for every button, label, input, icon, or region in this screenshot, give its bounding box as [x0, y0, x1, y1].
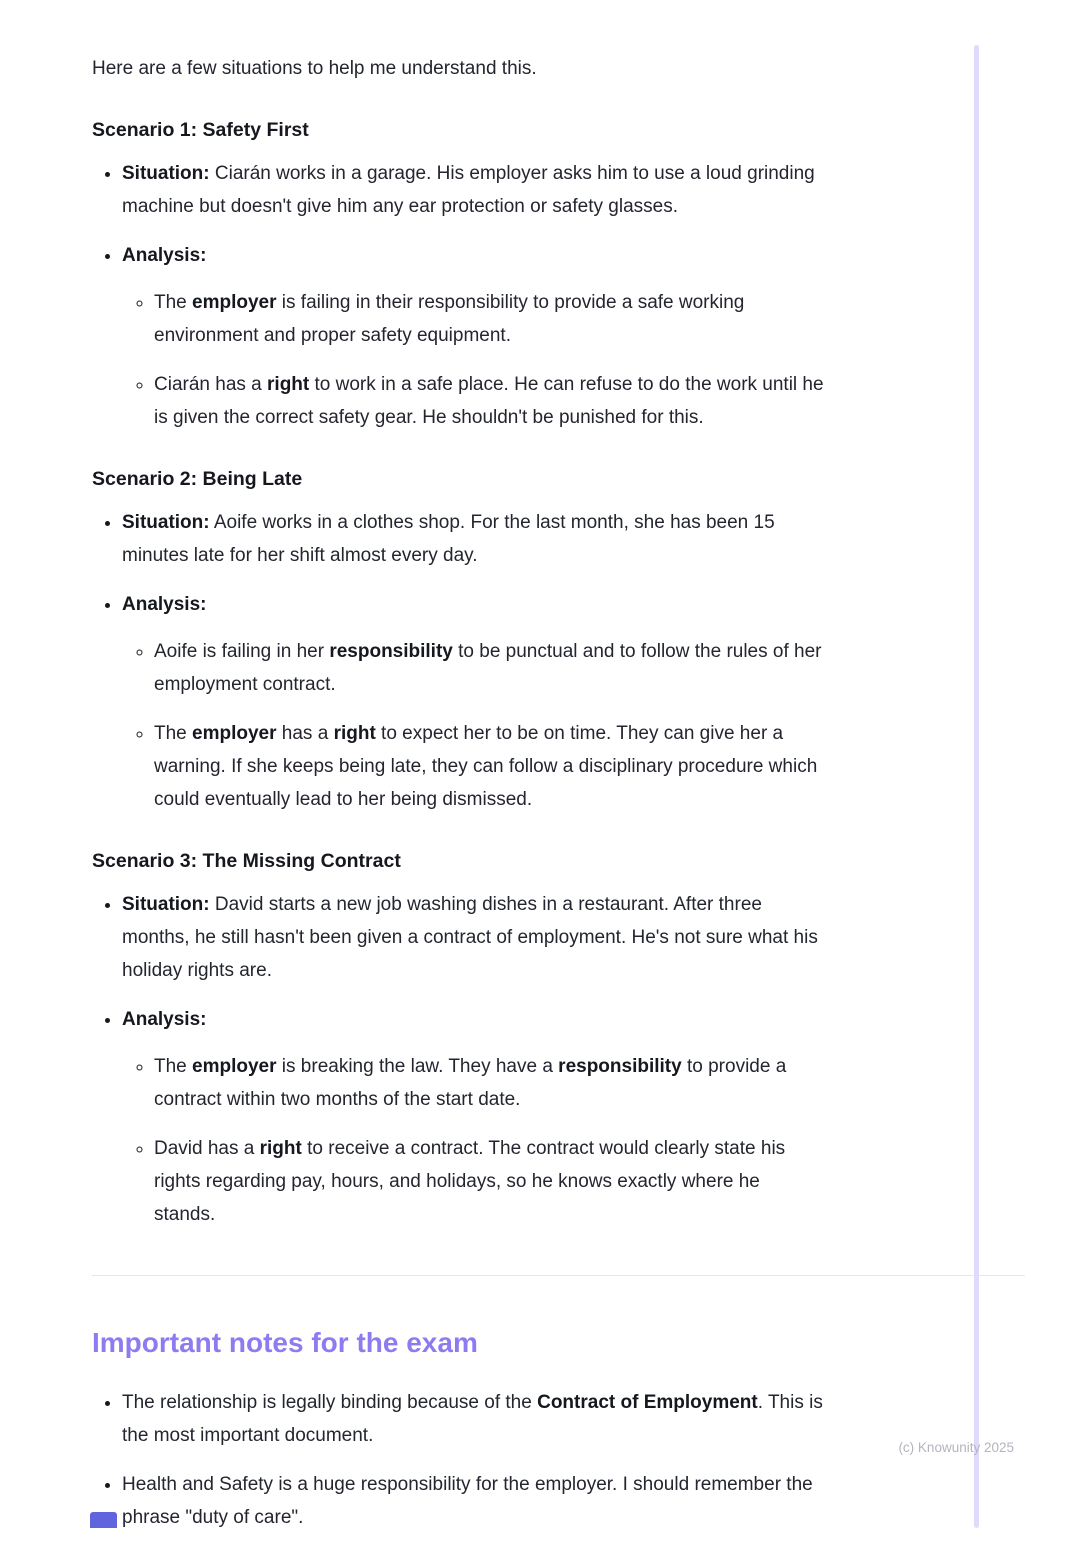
analysis-point-text: The employer is breaking the law. They have a responsibility to provide a contract within two months of the start date. [154, 1056, 787, 1110]
analysis-point [154, 717, 826, 816]
intro-text: Here are a few situations to help me understand this. [92, 58, 537, 79]
note-item-text: Health and Safety is a huge responsibility for the employer. I should remember the phrase "duty of care". [122, 1474, 813, 1528]
scenario-list [92, 506, 1025, 816]
situation-item [122, 888, 828, 987]
analysis-point [154, 635, 826, 701]
analysis-label: Analysis: [122, 245, 207, 266]
analysis-point-text: The employer has a right to expect her to be on time. They can give her a warning. If she keeps being late, they can follow a disciplinary procedure which could eventually lead to her being dismissed. [154, 723, 818, 810]
analysis-label: Analysis: [122, 1009, 207, 1030]
scenario-section [92, 846, 1025, 1231]
scenario-list [92, 888, 1025, 1231]
situation-text: Situation: David starts a new job washing dishes in a restaurant. After three months, he still hasn't been given a contract of employment. He's not sure what his holiday rights are. [122, 894, 818, 981]
scenario-list [92, 157, 1025, 434]
scenario-section [92, 115, 1025, 434]
analysis-point [154, 1132, 826, 1231]
document-page [92, 52, 1025, 1550]
notes-heading: Important notes for the exam [92, 1327, 478, 1358]
scenario-title: Scenario 1: Safety First [92, 119, 309, 141]
analysis-label: Analysis: [122, 594, 207, 615]
next-section-accent [90, 1512, 117, 1528]
note-item [122, 1468, 828, 1534]
analysis-item [122, 588, 828, 816]
analysis-item [122, 1003, 828, 1231]
section-divider [92, 1275, 1025, 1276]
analysis-points [122, 286, 828, 434]
scenario-section [92, 464, 1025, 816]
situation-item [122, 157, 828, 223]
analysis-point-text: David has a right to receive a contract. The contract would clearly state his rights regarding pay, hours, and holidays, so he knows exactly where he stands. [154, 1138, 786, 1225]
note-item-text: The relationship is legally binding because of the Contract of Employment. This is the most important document. [122, 1392, 823, 1446]
analysis-point-text: Aoife is failing in her responsibility to be punctual and to follow the rules of her employment contract. [154, 641, 822, 695]
analysis-point [154, 286, 826, 352]
analysis-point [154, 368, 826, 434]
analysis-point [154, 1050, 826, 1116]
note-item [122, 1386, 828, 1452]
notes-list [92, 1386, 1025, 1534]
situation-text: Situation: Aoife works in a clothes shop. For the last month, she has been 15 minutes late for her shift almost every day. [122, 512, 775, 566]
analysis-points [122, 1050, 828, 1231]
copyright-text: (c) Knowunity 2025 [898, 1440, 1014, 1455]
scenario-title: Scenario 3: The Missing Contract [92, 850, 401, 872]
situation-text: Situation: Ciarán works in a garage. His employer asks him to use a loud grinding machine but doesn't give him any ear protection or safety glasses. [122, 163, 815, 217]
analysis-item [122, 239, 828, 434]
analysis-point-text: The employer is failing in their responsibility to provide a safe working environment and proper safety equipment. [154, 292, 745, 346]
analysis-points [122, 635, 828, 816]
analysis-point-text: Ciarán has a right to work in a safe place. He can refuse to do the work until he is given the correct safety gear. He shouldn't be punished for this. [154, 374, 824, 428]
situation-item [122, 506, 828, 572]
scenario-title: Scenario 2: Being Late [92, 468, 303, 490]
page-edge-rule [974, 45, 979, 1528]
